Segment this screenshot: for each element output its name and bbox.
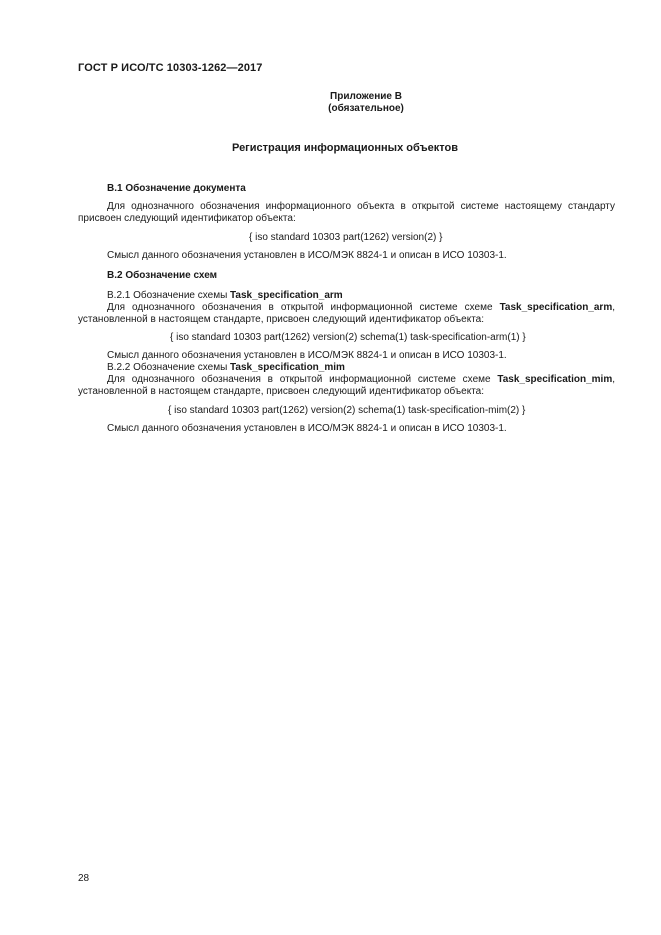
b1-meaning: Смысл данного обозначения установлен в ИСО/МЭК 8824-1 и описан в ИСО 10303-1.: [107, 250, 507, 261]
b21-label-prefix: В.2.1 Обозначение схемы: [107, 290, 231, 301]
b22-para-schema-name: Task_specification_mim: [497, 374, 613, 385]
b21-meaning: Смысл данного обозначения установлен в ИСО/МЭК 8824-1 и описан в ИСО 10303-1.: [107, 350, 507, 361]
b21-identifier: { iso standard 10303 part(1262) version(2) schema(1) task-specification-arm(1) }: [170, 332, 526, 343]
b1-paragraph: Для однозначного обозначения информационного объекта в открытой системе настоящему стандарту присвоен следующий идентификатор объекта:: [78, 201, 615, 224]
page-number: 28: [78, 873, 90, 884]
b22-paragraph: [78, 374, 615, 398]
b22-para-suffix: , установленной в настоящем стандарте, присвоен следующий идентификатор объекта:: [78, 374, 615, 397]
b1-heading: В.1 Обозначение документа: [107, 183, 246, 194]
b21-para-prefix: Для однозначного обозначения в открытой информационной системе схеме: [107, 302, 500, 313]
b2-heading: В.2 Обозначение схем: [107, 270, 218, 281]
b21-label: [107, 290, 343, 302]
section-title: Регистрация информационных объектов: [232, 142, 458, 154]
b21-para-schema-name: Task_specification_arm: [499, 302, 613, 313]
b22-para-prefix: Для однозначного обозначения в открытой информационной системе схеме: [107, 374, 498, 385]
appendix-title: Приложение В: [330, 91, 402, 102]
b1-identifier: { iso standard 10303 part(1262) version(2) }: [249, 232, 443, 243]
b21-para-suffix: , установленной в настоящем стандарте, присвоен следующий идентификатор объекта:: [78, 302, 615, 325]
b21-schema-name: Task_specification_arm: [230, 290, 343, 301]
b22-identifier: { iso standard 10303 part(1262) version(2) schema(1) task-specification-mim(2) }: [168, 405, 526, 416]
b22-schema-name: Task_specification_mim: [230, 362, 345, 373]
document-header: ГОСТ Р ИСО/ТС 10303-1262—2017: [78, 62, 263, 74]
appendix-heading: [216, 91, 516, 115]
b22-label-prefix: В.2.2 Обозначение схемы: [107, 362, 231, 373]
b22-meaning: Смысл данного обозначения установлен в ИСО/МЭК 8824-1 и описан в ИСО 10303-1.: [107, 423, 507, 434]
appendix-subtitle: (обязательное): [328, 103, 404, 114]
b22-label: [107, 362, 345, 374]
b21-paragraph: [78, 302, 615, 326]
